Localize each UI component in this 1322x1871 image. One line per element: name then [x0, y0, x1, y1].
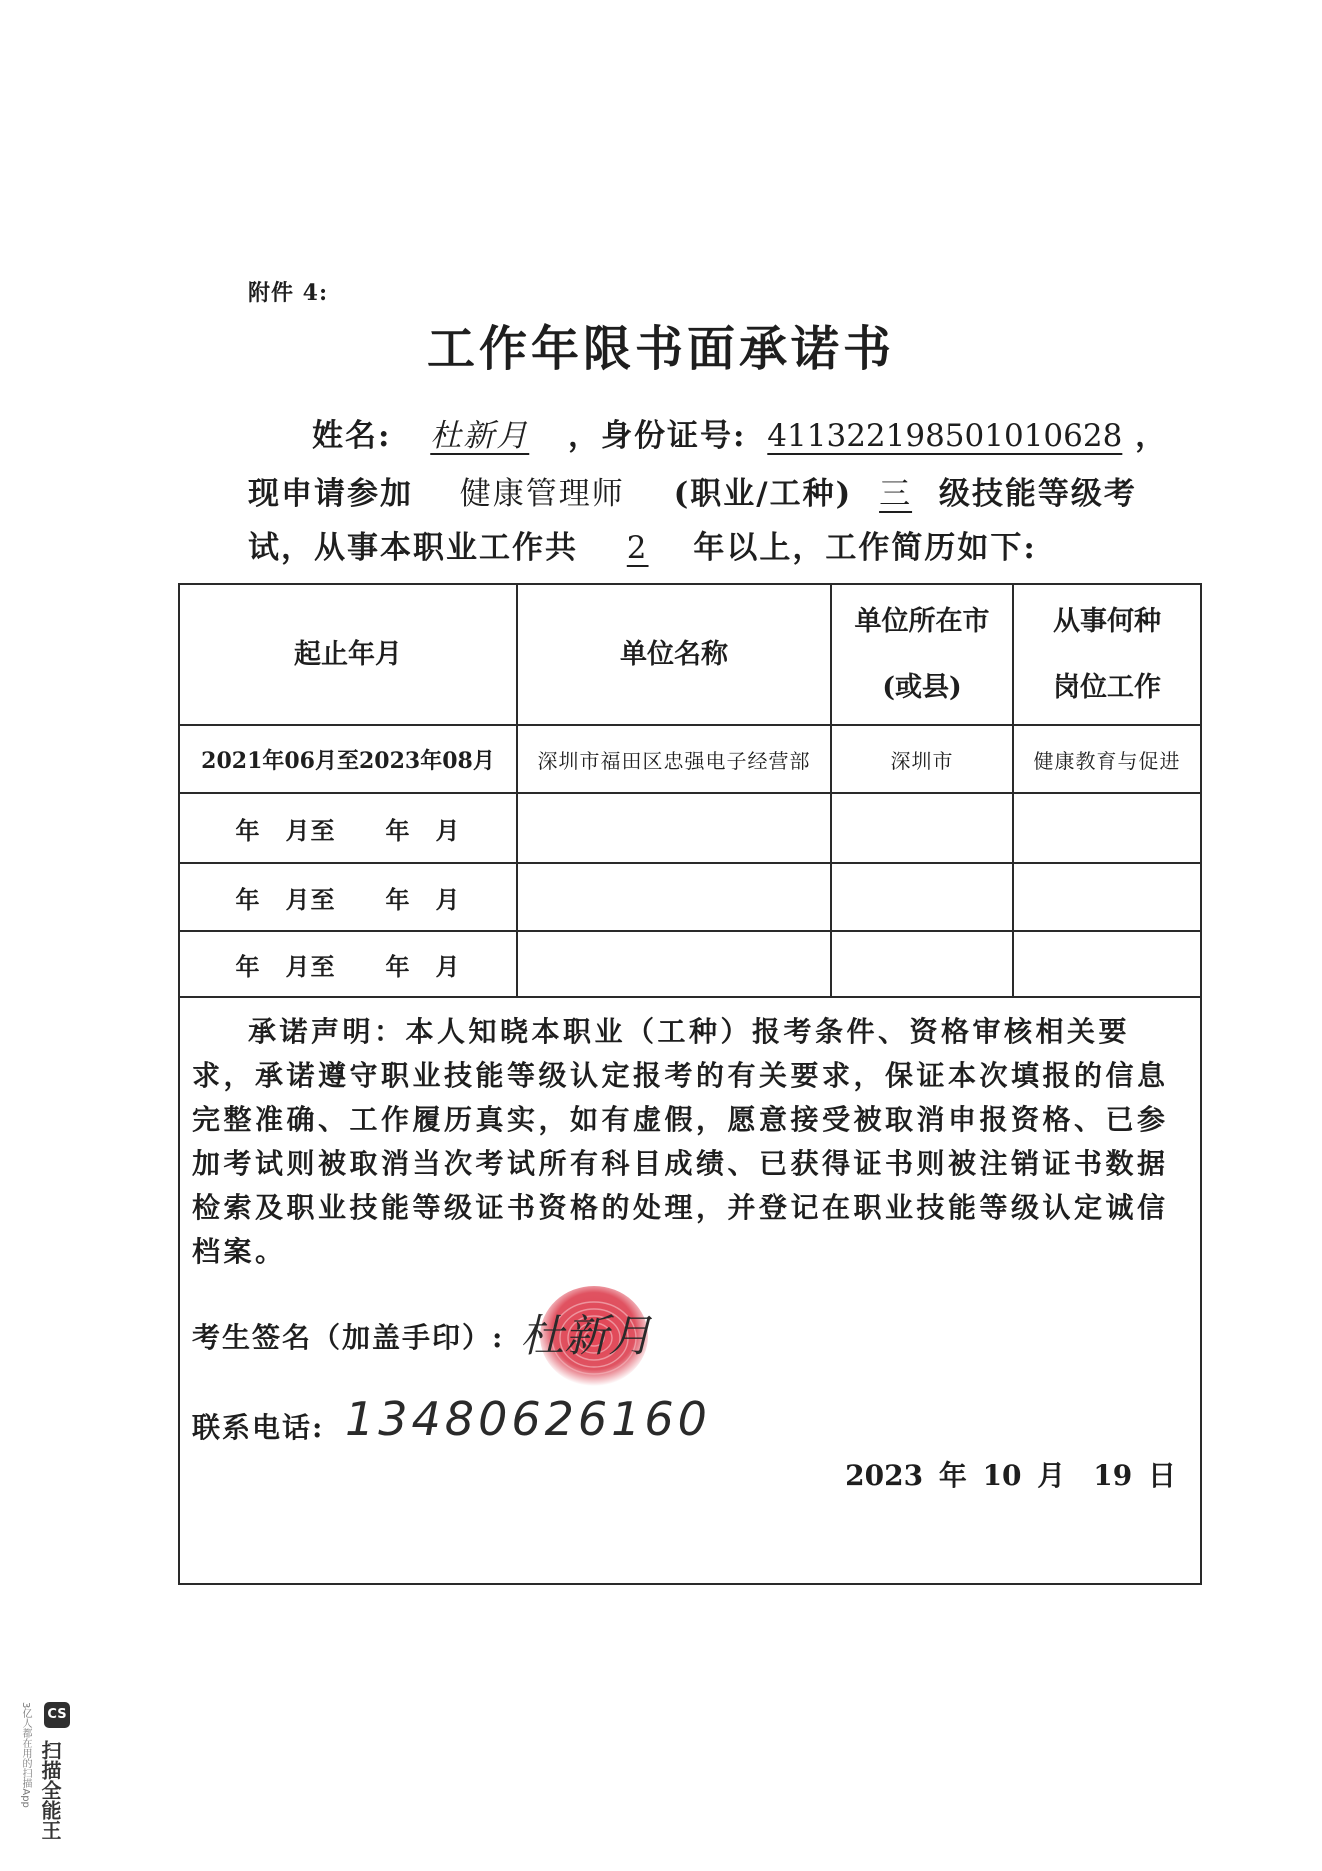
declaration-row [179, 997, 1201, 1584]
intro-line-3 [248, 522, 1037, 567]
id-label: ，身份证号: [568, 418, 747, 454]
table-row [179, 931, 1201, 997]
row-4-city [831, 931, 1013, 997]
row-4-job [1013, 931, 1201, 997]
row-2-job [1013, 793, 1201, 863]
declaration-text: 承诺声明：本人知晓本职业（工种）报考条件、资格审核相关要求，承诺遵守职业技能等级认定报考的有关要求，保证本次填报的信息完整准确、工作履历真实，如有虚假，愿意接受被取消申报资格、已参加考试则被取消当次考试所有科目成绩、已获得证书则被注销证书数据检索及职业技能等级证书资格的处理，并登记在职业技能等级认定诚信档案。 [192, 1015, 1169, 1268]
header-city-line2: (或县) [882, 671, 962, 703]
row-3-job [1013, 863, 1201, 931]
name-label: 姓名: [312, 418, 392, 454]
declaration-cell [179, 997, 1201, 1584]
signature-label: 考生签名（加盖手印）: [192, 1321, 505, 1354]
camscanner-tagline: 3亿人都在用的扫描App [20, 1702, 31, 1808]
row-1-period: 2021年06月至2023年08月 [179, 725, 517, 793]
occupation-value: 健康管理师 [459, 476, 625, 512]
years-suffix: 年以上，工作简历如下: [693, 530, 1037, 566]
header-job-line2: 岗位工作 [1053, 671, 1161, 703]
level-value: 三 [879, 476, 913, 512]
header-period: 起止年月 [179, 584, 517, 725]
id-value: 411322198501010628 [767, 418, 1123, 454]
row-2-city [831, 793, 1013, 863]
row-3-unit [517, 863, 831, 931]
intro-line-1 [312, 410, 1168, 455]
apply-prefix: 现申请参加 [248, 476, 413, 512]
row-2-unit [517, 793, 831, 863]
row-3-city [831, 863, 1013, 931]
header-city-line1: 单位所在市 [854, 605, 990, 637]
level-suffix: 级技能等级考 [938, 476, 1137, 512]
row-1-job: 健康教育与促进 [1013, 725, 1201, 793]
name-value: 杜新月 [430, 418, 530, 454]
row-4-period: 年 月至 年 月 [179, 931, 517, 997]
camscanner-name: 扫描全能王 [38, 1740, 62, 1840]
row-3-period: 年 月至 年 月 [179, 863, 517, 931]
row-4-unit [517, 931, 831, 997]
years-prefix: 试，从事本职业工作共 [248, 530, 578, 566]
work-history-table [178, 583, 1202, 1585]
annex-label: 附件 4: [248, 280, 329, 306]
row-2-period: 年 月至 年 月 [179, 793, 517, 863]
row-1-city: 深圳市 [831, 725, 1013, 793]
phone-label: 联系电话: [192, 1411, 325, 1444]
intro-line-2 [248, 468, 1137, 513]
header-city [831, 584, 1013, 725]
header-job [1013, 584, 1201, 725]
sign-date: 2023 年 10 月 19 日 [845, 1459, 1176, 1492]
phone-value: 13480626160 [345, 1392, 711, 1446]
years-value: 2 [626, 530, 649, 566]
row-1-unit: 深圳市福田区忠强电子经营部 [517, 725, 831, 793]
table-header-row [179, 584, 1201, 725]
document-title: 工作年限书面承诺书 [426, 321, 895, 377]
occupation-suffix: (职业/工种) [673, 476, 853, 512]
camscanner-logo-icon: CS [44, 1702, 70, 1728]
table-row [179, 793, 1201, 863]
header-unit: 单位名称 [517, 584, 831, 725]
signature-value: 杜新月 [520, 1311, 652, 1362]
id-suffix: ， [1135, 418, 1169, 454]
table-row [179, 725, 1201, 793]
table-row [179, 863, 1201, 931]
header-job-line1: 从事何种 [1053, 605, 1161, 637]
